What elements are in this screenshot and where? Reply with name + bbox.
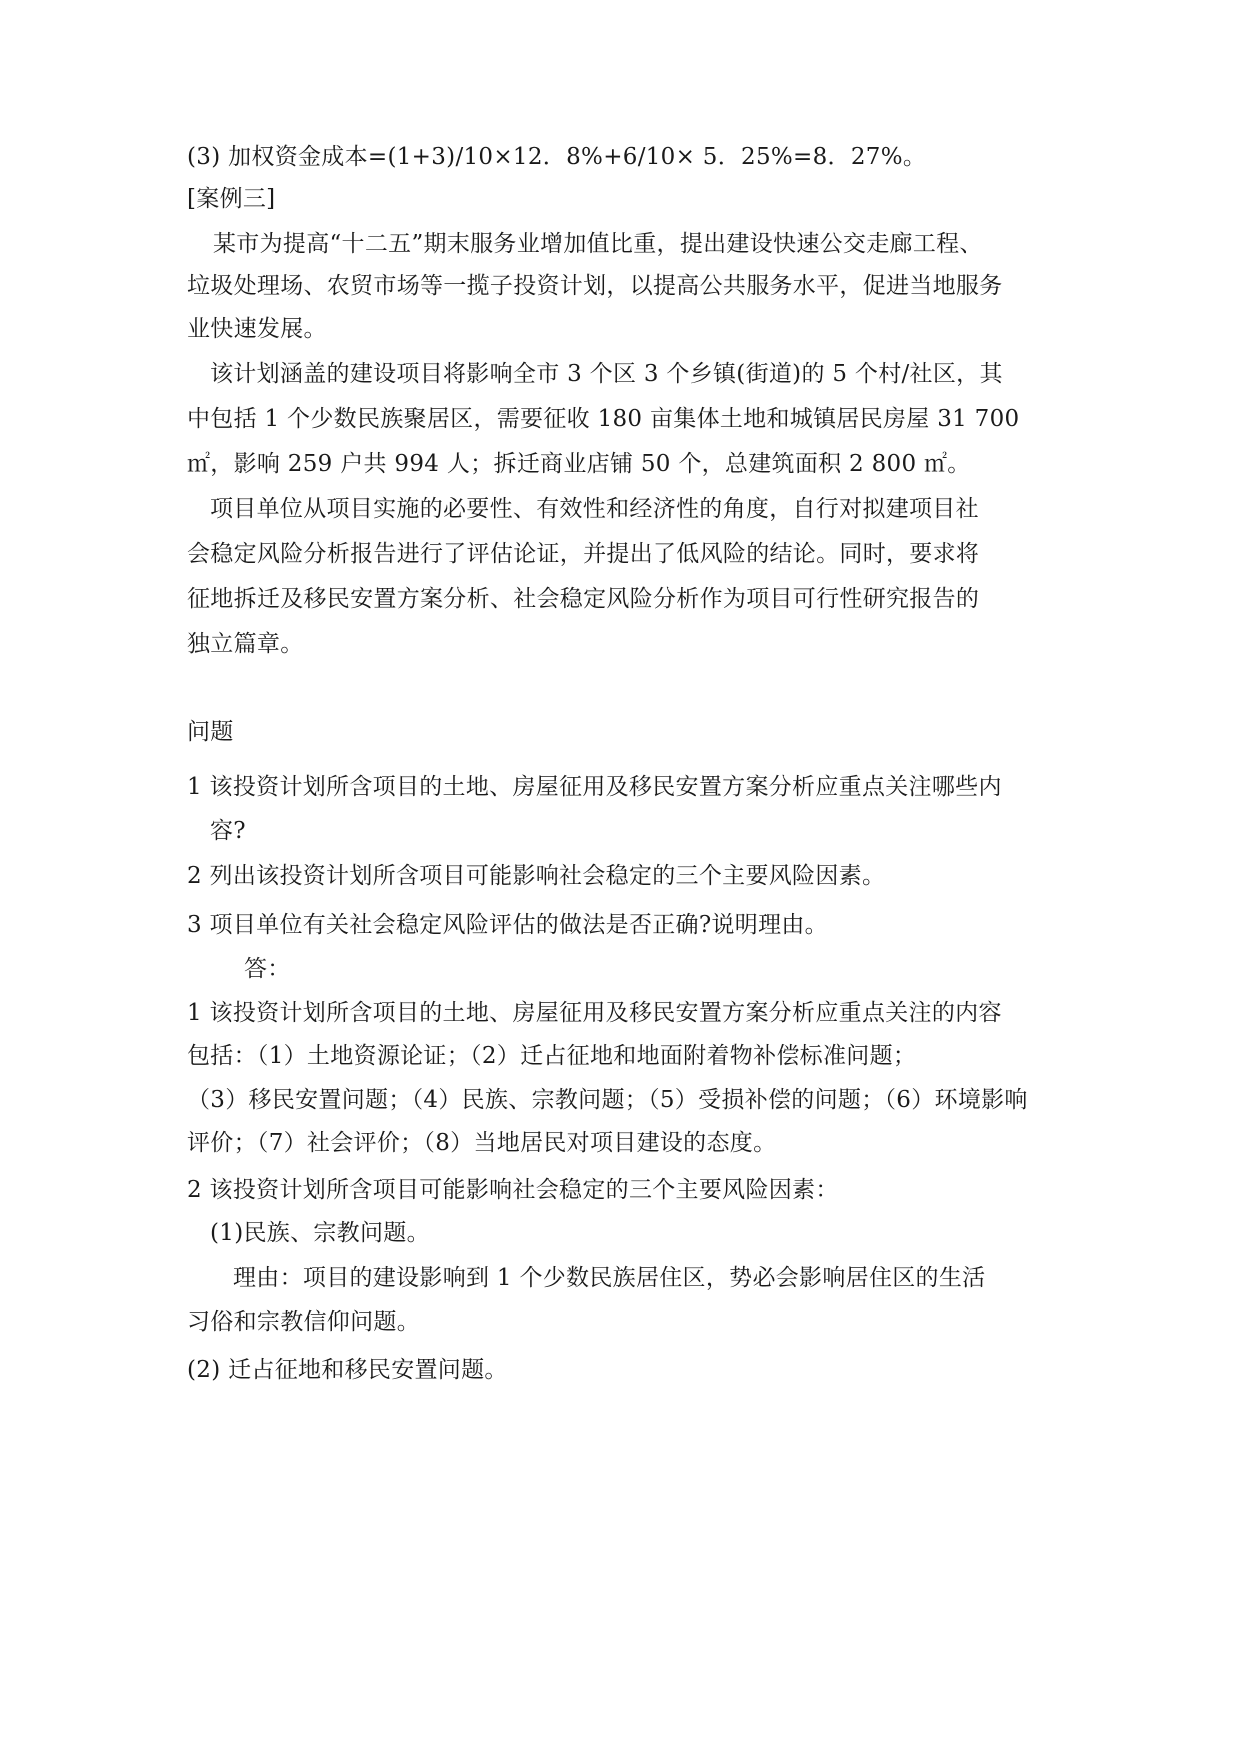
answer-1-line-3: （3）移民安置问题；（4）民族、宗教问题；（5）受损补偿的问题；（6）环境影响 bbox=[187, 1087, 1028, 1113]
case-paragraph-3-line-1: 项目单位从项目实施的必要性、有效性和经济性的角度，自行对拟建项目社 bbox=[210, 496, 979, 522]
case-paragraph-2-line-3: ㎡，影响 259 户共 994 人；拆迁商业店铺 50 个，总建筑面积 2 800 ㎡。 bbox=[187, 451, 971, 477]
case-paragraph-1-line-2: 垃圾处理场、农贸市场等一揽子投资计划，以提高公共服务水平，促进当地服务 bbox=[187, 273, 1003, 299]
case-paragraph-3-line-4: 独立篇章。 bbox=[187, 631, 304, 657]
questions-heading: 问题 bbox=[187, 719, 234, 745]
answer-1-line-4: 评价；（7）社会评价；（8）当地居民对项目建设的态度。 bbox=[187, 1130, 777, 1156]
answer-2-item-1: (1)民族、宗教问题。 bbox=[210, 1220, 430, 1246]
case-paragraph-1-line-3: 业快速发展。 bbox=[187, 316, 327, 342]
case-paragraph-2-line-2: 中包括 1 个少数民族聚居区，需要征收 180 亩集体土地和城镇居民房屋 31 700 bbox=[187, 406, 1020, 432]
answer-1-line-1: 1 该投资计划所含项目的土地、房屋征用及移民安置方案分析应重点关注的内容 bbox=[187, 1000, 1002, 1026]
case-title: [案例三] bbox=[187, 186, 276, 212]
answer-2-reason-line-2: 习俗和宗教信仰问题。 bbox=[187, 1309, 420, 1335]
case-paragraph-1-line-1: 某市为提高“十二五”期末服务业增加值比重，提出建设快速公交走廊工程、 bbox=[213, 231, 983, 257]
question-2: 2 列出该投资计划所含项目可能影响社会稳定的三个主要风险因素。 bbox=[187, 863, 886, 889]
answer-2-item-2: (2) 迁占征地和移民安置问题。 bbox=[187, 1357, 508, 1383]
answer-heading: 答： bbox=[244, 956, 291, 982]
wacc-formula-line: (3) 加权资金成本=(1+3)/10×12．8%+6/10× 5．25%=8．27%。 bbox=[187, 144, 927, 170]
answer-1-line-2: 包括：（1）土地资源论证；（2）迁占征地和地面附着物补偿标准问题； bbox=[187, 1043, 917, 1069]
answer-2-intro: 2 该投资计划所含项目可能影响社会稳定的三个主要风险因素： bbox=[187, 1177, 839, 1203]
case-paragraph-3-line-2: 会稳定风险分析报告进行了评估论证，并提出了低风险的结论。同时，要求将 bbox=[187, 541, 980, 567]
question-1-line-1: 1 该投资计划所含项目的土地、房屋征用及移民安置方案分析应重点关注哪些内 bbox=[187, 774, 1002, 800]
question-3: 3 项目单位有关社会稳定风险评估的做法是否正确?说明理由。 bbox=[187, 912, 828, 938]
answer-2-reason-line-1: 理由：项目的建设影响到 1 个少数民族居住区，势必会影响居住区的生活 bbox=[233, 1265, 986, 1291]
question-1-line-2: 容? bbox=[210, 818, 246, 844]
case-paragraph-2-line-1: 该计划涵盖的建设项目将影响全市 3 个区 3 个乡镇(街道)的 5 个村/社区，其 bbox=[210, 361, 1003, 387]
case-paragraph-3-line-3: 征地拆迁及移民安置方案分析、社会稳定风险分析作为项目可行性研究报告的 bbox=[187, 586, 980, 612]
